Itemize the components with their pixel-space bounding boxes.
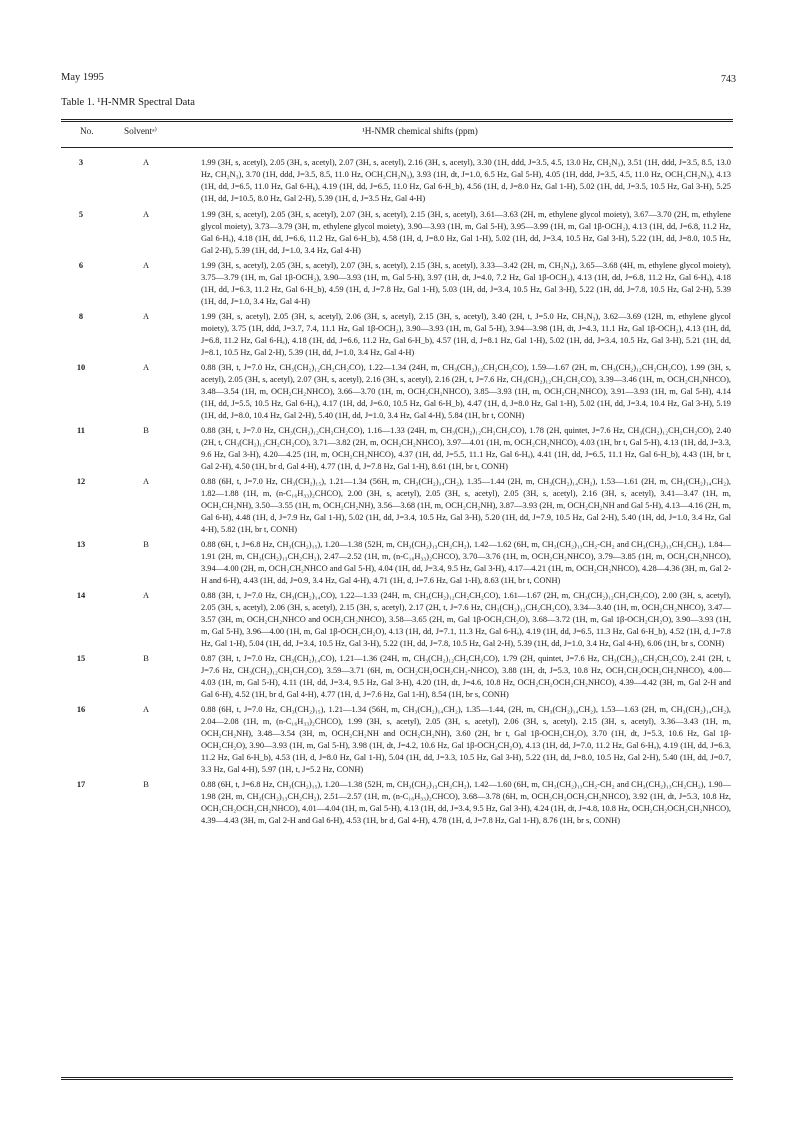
compound-number: 3 xyxy=(78,158,84,167)
table-row xyxy=(61,260,733,308)
solvent-code: A xyxy=(142,705,150,714)
chemical-shift-text: 0.88 (3H, t, J=7.0 Hz, CH₃(CH₂)₁₂CH₂CH₂CO), 1.16—1.33 (24H, m, CH₃(CH₂)₁₂CH₂CH₂CO), 1.78 (2H, quintet, J=7.6 Hz, CH₃(CH₂)₁₂CH₂CH₂CO), 2.40 (2H, t, CH₃(CH₂)₁₂CH₂CH₂CO), 3.71—3.82 (2H, m, OCH₂CH₂NHCO), 3.97—4.01 (1H, m, OCH₂CH₂NHCO), 4.03 (1H, br t, Gal 5-H), 4.13 (1H, dd, J=3.3, 9.6 Hz, Gal 3-H), 4.20—4.25 (1H, m, OCH₂CH₂NHCO), 4.37 (1H, dd, J=5.5, 11.1 Hz, Gal 6-Hₐ), 4.41 (1H, dd, J=6.5, 11.1 Hz, Gal 6-H_b), 4.43 (1H, br t, Gal 2-H), 4.50 (1H, br d, Gal 4-H), 4.77 (1H, d, J=7.8 Hz, Gal 1-H), 8.61 (1H, br t, CONH) xyxy=(201,426,731,471)
chemical-shift-text: 0.88 (3H, t, J=7.0 Hz, CH₃(CH₂)₁₄CO), 1.22—1.33 (24H, m, CH₃(CH₂)₁₂CH₂CH₂CO), 1.61—1.67 (2H, m, CH₃(CH₂)₁₂CH₂CH₂CO), 2.00 (3H, s, acetyl), 2.05 (3H, s, acetyl), 2.06 (3H, s, acetyl), 2.15 (3H, s, acetyl), 2.17 (2H, t, J=7.6 Hz, CH₃(CH₂)₁₂CH₂CH₂CO), 3.34—3.40 (1H, m, OCH₂CH₂NHCO), 3.47—3.57 (3H, m, OCH₂CH₂NHCO and OCH₂CH₂NHCO), 3.58—3.65 (2H, m, Gal 1β-OCH₂CH₂O), 3.68—3.72 (1H, m, Gal 1β-OCH₂CH₂O), 3.90—3.93 (1H, m, Gal 5-H), 3.96—4.00 (1H, m, Gal 1β-OCH₂CH₂O), 4.13 (1H, dd, J=7.1, 11.3 Hz, Gal 6-Hₐ), 4.19 (1H, dd, J=6.5, 11.3 Hz, Gal 6-H_b), 4.52 (1H, d, J=7.8 Hz, Gal 1-H), 5.04 (1H, dd, J=3.4, 10.5 Hz, Gal 3-H), 5.22 (1H, dd, J=7.8, 10.5 Hz, Gal 2-H), 5.39 (1H, dd, J=1.0, 3.4 Hz, Gal 4-H), 6.06 (1H, br s, CONH) xyxy=(201,591,731,648)
chemical-shift-text: 1.99 (3H, s, acetyl), 2.05 (3H, s, acetyl), 2.07 (3H, s, acetyl), 2.15 (3H, s, acetyl), 3.33—3.42 (2H, m, CH₂N₃), 3.65—3.68 (4H, m, ethylene glycol moiety), 3.75—3.79 (1H, m, Gal 1β-OCH₂), 3.90—3.93 (1H, m, Gal 5-H), 3.97 (1H, dt, J=4.0, 7.2 Hz, Gal 1β-OCH₂), 4.13 (1H, dd, J=6.8, 11.2 Hz, Gal 6-Hₐ), 4.18 (1H, dd, J=6.3, 11.2 Hz, Gal 6-H_b), 4.59 (1H, d, J=7.8 Hz, Gal 1-H), 5.03 (1H, dd, J=3.4, 10.5 Hz, Gal 3-H), 5.22 (1H, dd, J=7.8, 10.5 Hz, Gal 2-H), 5.39 (1H, dd, J=1.0, 3.4 Hz, Gal 4-H) xyxy=(201,261,731,306)
table-bottom-rule-2 xyxy=(61,1079,733,1080)
solvent-code: A xyxy=(142,363,150,372)
table-top-rule xyxy=(61,119,733,120)
table-row xyxy=(61,209,733,257)
table-row xyxy=(61,362,733,422)
solvent-code: A xyxy=(142,158,150,167)
solvent-code: B xyxy=(143,780,149,789)
solvent-code: B xyxy=(143,654,149,663)
compound-number: 16 xyxy=(76,705,86,714)
compound-number: 12 xyxy=(76,477,86,486)
table-body xyxy=(61,154,733,827)
table-row xyxy=(61,476,733,536)
column-header-solvent: Solventᵃ⁾ xyxy=(124,126,157,136)
compound-number: 13 xyxy=(76,540,86,549)
table-top-rule-2 xyxy=(61,121,733,122)
table-header-rule xyxy=(61,147,733,148)
table-row xyxy=(61,653,733,701)
table-row xyxy=(61,590,733,650)
chemical-shift-text: 1.99 (3H, s, acetyl), 2.05 (3H, s, acetyl), 2.07 (3H, s, acetyl), 2.16 (3H, s, acetyl), 3.30 (1H, ddd, J=3.5, 4.5, 13.0 Hz, CH₂N₃), 3.51 (1H, ddd, J=3.5, 8.5, 13.0 Hz, CH₂N₃), 3.70 (1H, ddd, J=3.5, 8.5, 11.0 Hz, OCH₂CH₂N₃), 3.93 (1H, dt, J=1.0, 6.5 Hz, Gal 5-H), 4.05 (1H, ddd, J=3.5, 4.5, 11.0 Hz, OCH₂CH₂N₃), 4.13 (1H, dd, J=6.5, 11.0 Hz, Gal 6-Hₐ), 4.19 (1H, dd, J=6.5, 11.0 Hz, Gal 6-H_b), 4.56 (1H, d, J=8.0 Hz, Gal 1-H), 5.02 (1H, dd, J=3.5, 10.5 Hz, Gal 3-H), 5.25 (1H, dd, J=10.5, 8.0 Hz, Gal 2-H), 5.39 (1H, d, J=3.5 Hz, Gal 4-H) xyxy=(201,158,731,203)
chemical-shift-text: 0.88 (6H, t, J=7.0 Hz, CH₃(CH₂)₁₅), 1.21—1.34 (56H, m, CH₃(CH₂)₁₄CH₂), 1.35—1.44 (2H, m, CH₃(CH₂)₁₄CH₂), 1.53—1.61 (2H, m, CH₃(CH₂)₁₄CH₂), 1.82—1.88 (1H, m, (n-C₁₆H₃₃)₂CHCO), 2.00 (3H, s, acetyl), 2.05 (3H, s, acetyl), 2.05 (3H, s, acetyl), 2.16 (3H, s, acetyl), 3.41—3.47 (1H, m, OCH₂CH₂NH), 3.50—3.55 (1H, m, OCH₂CH₂NH), 3.56—3.68 (1H, m, OCH₂CH₂NH), 3.87—3.93 (2H, m, OCH₂CH₂NH and Gal 5-H), 4.13—4.16 (2H, m, Gal 6-H), 4.48 (1H, d, J=7.9 Hz, Gal 1-H), 5.02 (1H, dd, J=3.4, 10.5 Hz, Gal 3-H), 5.20 (1H, dd, J=7.9, 10.5 Hz, Gal 2-H), 5.40 (1H, dd, J=1.0, 3.4 Hz, Gal 4-H), 5.82 (1H, br t, CONH) xyxy=(201,477,731,534)
compound-number: 5 xyxy=(78,210,84,219)
solvent-code: B xyxy=(143,426,149,435)
chemical-shift-text: 0.88 (6H, t, J=6.8 Hz, CH₃(CH₂)₁₅), 1.20—1.38 (52H, m, CH₃(CH₂)₁₃CH₂CH₂), 1.42—1.62 (6H, m, CH₃(CH₂)₁₃CH₂-CH₂ and CH₃(CH₂)₁₃CH₂CH₂), 1.84—1.91 (2H, m, CH₃(CH₂)₁₃CH₂CH₂), 2.47—2.52 (1H, m, (n-C₁₆H₃₃)₂CHCO), 3.70—3.76 (1H, m, OCH₂CH₂NHCO), 3.79—3.85 (1H, m, OCH₂CH₂NHCO), 3.94—4.00 (2H, m, OCH₂CH₂NHCO and Gal 5-H), 4.04 (1H, dd, J=3.4, 9.5 Hz, Gal 3-H), 4.17—4.21 (1H, m, OCH₂CH₂NHCO), 4.28—4.36 (3H, m, Gal 2-H and 6-H), 4.43 (1H, dd, J=0.9, 3.4 Hz, Gal 4-H), 4.71 (1H, d, J=7.6 Hz, Gal 1-H), 8.63 (1H, br t, CONH) xyxy=(201,540,731,585)
table-caption: Table 1. ¹H-NMR Spectral Data xyxy=(61,97,195,108)
column-header-no: No. xyxy=(80,126,94,136)
chemical-shift-text: 0.88 (6H, t, J=7.0 Hz, CH₃(CH₂)₁₅), 1.21—1.34 (56H, m, CH₃(CH₂)₁₄CH₂), 1.35—1.44, (2H, m, CH₃(CH₂)₁₄CH₂), 1.53—1.63 (2H, m, CH₃(CH₂)₁₄CH₂), 2.04—2.08 (1H, m, (n-C₁₆H₃₃)₂CHCO), 1.99 (3H, s, acetyl), 2.05 (3H, s, acetyl), 2.06 (3H, s, acetyl), 2.15 (3H, s, acetyl), 3.36—3.43 (1H, m, OCH₂CH₂NH), 3.48—3.54 (3H, m, OCH₂CH₂NH and OCH₂CH₂NH), 3.60 (2H, br t, Gal 1β-OCH₂CH₂O), 3.70 (1H, dt, J=5.3, 10.6 Hz, Gal 1β-OCH₂CH₂O), 3.90—3.93 (1H, m, Gal 5-H), 3.98 (1H, dt, J=4.2, 10.6 Hz, Gal 1β-OCH₂CH₂O), 4.13 (1H, dd, J=7.0, 11.2 Hz, Gal 6-Hₐ), 4.19 (1H, dd, J=6.3, 11.2 Hz, Gal 6-H_b), 4.53 (1H, d, J=8.0 Hz, Gal 1-H), 5.04 (1H, dd, J=3.3, 10.5 Hz, Gal 3-H), 5.22 (1H, dd, J=8.0, 10.5 Hz, Gal 2-H), 5.40 (1H, dd, J=0.7, 3.3 Hz, Gal 4-H), 5.97 (1H, t, J=5.2 Hz, CONH) xyxy=(201,705,731,774)
compound-number: 15 xyxy=(76,654,86,663)
table-row xyxy=(61,311,733,359)
table-row xyxy=(61,157,733,205)
chemical-shift-text: 1.99 (3H, s, acetyl), 2.05 (3H, s, acetyl), 2.07 (3H, s, acetyl), 2.15 (3H, s, acetyl), 3.61—3.63 (2H, m, ethylene glycol moiety), 3.67—3.70 (2H, m, ethylene glycol moiety), 3.73—3.79 (3H, m, ethylene glycol moiety), 3.90—3.93 (1H, m, Gal 5-H), 3.95—3.99 (1H, m, Gal 1β-OCH₂), 4.13 (1H, dd, J=6.8, 11.2 Hz, Gal 6-Hₐ), 4.18 (1H, dd, J=6.6, 11.2 Hz, Gal 6-H_b), 4.58 (1H, d, J=8.0 Hz, Gal 1-H), 5.02 (1H, dd, J=3.4, 10.5 Hz, Gal 3-H), 5.22 (1H, dd, J=8.0, 10.5 Hz, Gal 2-H), 5.39 (1H, dd, J=1.0, 3.4 Hz, Gal 4-H) xyxy=(201,210,731,255)
solvent-code: A xyxy=(142,210,150,219)
page-number: 743 xyxy=(721,74,736,85)
compound-number: 17 xyxy=(76,780,86,789)
compound-number: 6 xyxy=(78,261,84,270)
chemical-shift-text: 1.99 (3H, s, acetyl), 2.05 (3H, s, acetyl), 2.06 (3H, s, acetyl), 2.15 (3H, s, acetyl), 3.40 (2H, t, J=5.0 Hz, CH₂N₃), 3.62—3.69 (12H, m, ethylene glycol moiety), 3.75 (1H, ddd, J=3.7, 7.4, 11.1 Hz, Gal 1β-OCH₂), 3.90—3.93 (1H, m, Gal 5-H), 3.94—3.98 (1H, dt, J=4.3, 11.1 Hz, Gal 1β-OCH₂), 4.13 (1H, dd, J=6.8, 11.2 Hz, Gal 6-Hₐ), 4.18 (1H, dd, J=6.6, 11.2 Hz, Gal 6-H_b), 4.57 (1H, d, J=8.1 Hz, Gal 1-H), 5.02 (1H, dd, J=3.4, 10.5 Hz, Gal 3-H), 5.21 (1H, dd, J=8.1, 10.5 Hz, Gal 2-H), 5.39 (1H, dd, J=1.0, 3.4 Hz, Gal 4-H) xyxy=(201,312,731,357)
compound-number: 11 xyxy=(77,426,85,435)
solvent-code: A xyxy=(142,261,150,270)
compound-number: 14 xyxy=(76,591,86,600)
solvent-code: A xyxy=(142,312,150,321)
solvent-code: A xyxy=(142,591,150,600)
table-row xyxy=(61,704,733,776)
solvent-code: B xyxy=(143,540,149,549)
solvent-code: A xyxy=(142,477,150,486)
table-row xyxy=(61,425,733,473)
table-row xyxy=(61,779,733,827)
page-header-date: May 1995 xyxy=(61,72,104,83)
compound-number: 10 xyxy=(76,363,86,372)
chemical-shift-text: 0.88 (3H, t, J=7.0 Hz, CH₃(CH₂)₁₂CH₂CH₂CO), 1.22—1.34 (24H, m, CH₃(CH₂)₁₂CH₂CH₂CO), 1.59—1.67 (2H, m, CH₃(CH₂)₁₂CH₂CH₂CO), 1.99 (3H, s, acetyl), 2.05 (3H, s, acetyl), 2.07 (3H, s, acetyl), 2.16 (3H, s, acetyl), 2.16 (2H, t, J=7.6 Hz, CH₃(CH₂)₁₂CH₂CH₂CO), 3.39—3.46 (1H, m, OCH₂CH₂NHCO), 3.48—3.54 (1H, m, OCH₂CH₂NHCO), 3.66—3.70 (1H, m, OCH₂CH₂NHCO), 3.85—3.93 (1H, m, OCH₂CH₂NHCO), 3.91—3.93 (1H, m, Gal 5-H), 4.14 (1H, dd, J=5.5, 10.5 Hz, Gal 6-Hₐ), 4.17 (1H, dd, J=6.0, 10.5 Hz, Gal 6-H_b), 4.47 (1H, d, J=8.0 Hz, Gal 1-H), 5.02 (1H, dd, J=3.4, 10.4 Hz, Gal 3-H), 5.19 (1H, dd, J=8.0, 10.4 Hz, Gal 2-H), 5.40 (1H, dd, J=1.0, 3.4 Hz, Gal 4-H), 5.84 (1H, br t, CONH) xyxy=(201,363,731,420)
chemical-shift-text: 0.87 (3H, t, J=7.0 Hz, CH₃(CH₂)₁₄CO), 1.21—1.36 (24H, m, CH₃(CH₂)₁₂CH₂CH₂CO), 1.79 (2H, quintet, J=7.6 Hz, CH₃(CH₂)₁₂CH₂CH₂CO), 2.41 (2H, t, J=7.6 Hz, CH₃(CH₂)₁₂CH₂CH₂CO), 3.59—3.71 (6H, m, OCH₂CH₂OCH₂CH₂-NHCO), 3.88 (1H, dt, J=5.3, 10.8 Hz, OCH₂CH₂OCH₂CH₂NHCO), 4.00—4.03 (1H, m, Gal 5-H), 4.11 (1H, dd, J=3.4, 9.5 Hz, Gal 3-H), 4.20 (1H, dt, J=4.6, 10.8 Hz, OCH₂CH₂OCH₂CH₂NHCO), 4.39—4.42 (3H, m, Gal 2-H and Gal 6-H), 4.52 (1H, br d, Gal 4-H), 4.77 (1H, d, J=7.6 Hz, Gal 1-H), 8.54 (1H, br s, CONH) xyxy=(201,654,731,699)
chemical-shift-text: 0.88 (6H, t, J=6.8 Hz, CH₃(CH₂)₁₅), 1.20—1.38 (52H, m, CH₃(CH₂)₁₃CH₂CH₂), 1.42—1.60 (6H, m, CH₃(CH₂)₁₃CH₂-CH₂ and CH₃(CH₂)₁₃CH₂CH₂), 1.90—1.98 (2H, m, CH₃(CH₂)₁₃CH₂CH₂), 2.51—2.57 (1H, m, (n-C₁₆H₃₃)₂CHCO), 3.68—3.78 (6H, m, OCH₂CH₂OCH₂CH₂NHCO), 3.92 (1H, dt, J=5.3, 10.8 Hz, OCH₂CH₂OCH₂CH₂NHCO), 4.01—4.04 (1H, m, Gal 5-H), 4.13 (1H, dd, J=3.4, 9.5 Hz, Gal 3-H), 4.24 (1H, dt, J=4.8, 10.8 Hz, OCH₂CH₂OCH₂CH₂NHCO), 4.39—4.43 (3H, m, Gal 2-H and Gal 6-H), 4.53 (1H, br d, Gal 4-H), 4.78 (1H, d, J=7.8 Hz, Gal 1-H), 8.76 (1H, br s, CONH) xyxy=(201,780,731,825)
compound-number: 8 xyxy=(78,312,84,321)
table-row xyxy=(61,539,733,587)
column-header-shifts: ¹H-NMR chemical shifts (ppm) xyxy=(362,126,478,136)
table-bottom-rule xyxy=(61,1077,733,1078)
